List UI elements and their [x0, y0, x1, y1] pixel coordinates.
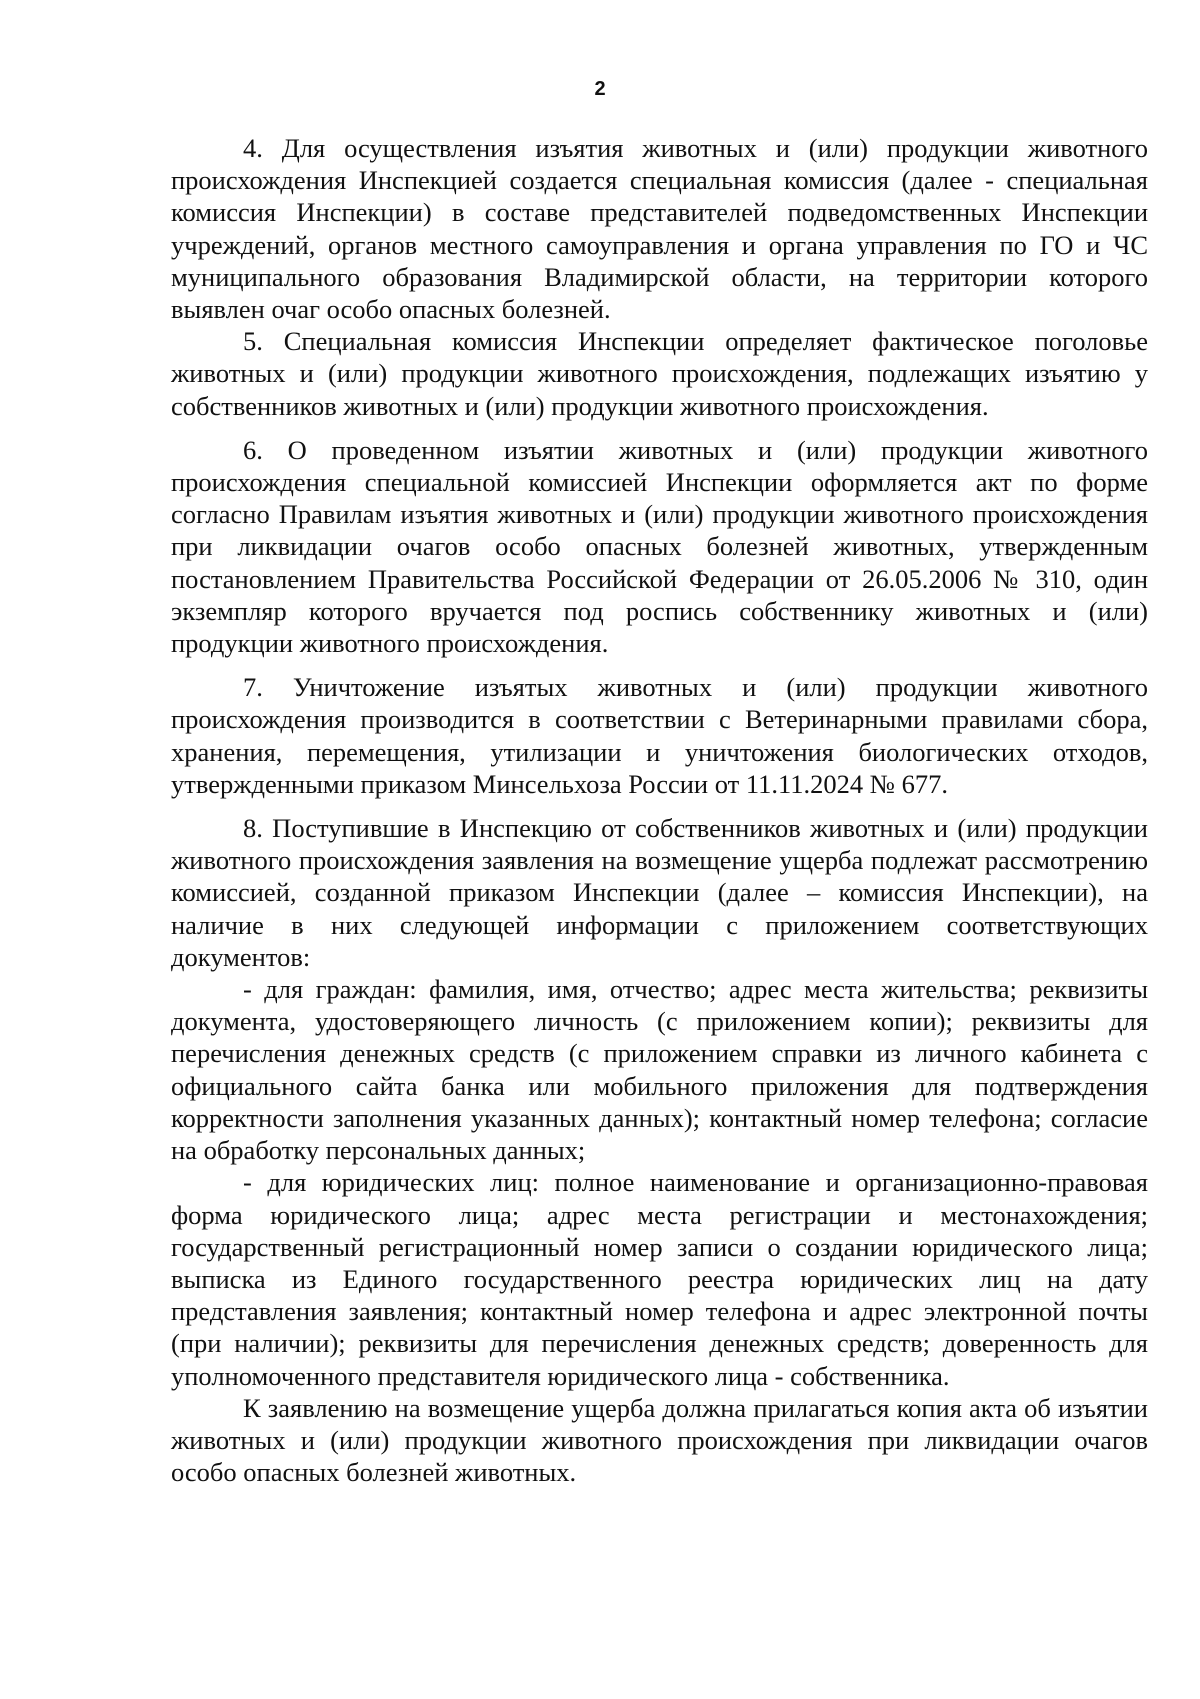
paragraph-8-citizens-item: - для граждан: фамилия, имя, отчество; адрес места жительства; реквизиты документа, удостоверяющего личность (с приложением копии); реквизиты для перечисления денежных средств (с приложением справки из личного кабинета с официального сайта банка или мобильного приложения для подтверждения корректности заполнения указанных данных); контактный номер телефона; согласие на обработку персональных данных; [171, 974, 1148, 1166]
paragraph-7: 7. Уничтожение изъятых животных и (или) продукции животного происхождения производится в соответствии с Ветеринарными правилами сбора, хранения, перемещения, утилизации и уничтожения биологических отходов, утвержденными приказом Минсельхоза России от 11.11.2024 № 677. [171, 672, 1148, 799]
document-body [171, 132, 1148, 1488]
paragraph-8-legal-entities-item: - для юридических лиц: полное наименование и организационно-правовая форма юридического лица; адрес места регистрации и местонахождения; государственный регистрационный номер записи о создании юридического лица; выписка из Единого государственного реестра юридических лиц на дату представления заявления; контактный номер телефона и адрес электронной почты (при наличии); реквизиты для перечисления денежных средств; доверенность для уполномоченного представителя юридического лица - собственника. [171, 1167, 1148, 1391]
paragraph-8: 8. Поступившие в Инспекцию от собственников животных и (или) продукции животного происхождения заявления на возмещение ущерба подлежат рассмотрению комиссией, созданной приказом Инспекции (далее – комиссия Инспекции), на наличие в них следующей информации с приложением соответствующих документов: [171, 813, 1148, 972]
paragraph-5: 5. Специальная комиссия Инспекции определяет фактическое поголовье животных и (или) продукции животного происхождения, подлежащих изъятию у собственников животных и (или) продукции животного происхождения. [171, 326, 1148, 421]
paragraph-final: К заявлению на возмещение ущерба должна прилагаться копия акта об изъятии животных и (или) продукции животного происхождения при ликвидации очагов особо опасных болезней животных. [171, 1392, 1148, 1488]
paragraph-4: 4. Для осуществления изъятия животных и (или) продукции животного происхождения Инспекцией создается специальная комиссия (далее - специальная комиссия Инспекции) в составе представителей подведомственных Инспекции учреждений, органов местного самоуправления и органа управления по ГО и ЧС муниципального образования Владимирской области, на территории которого выявлен очаг особо опасных болезней. [171, 133, 1148, 325]
paragraph-6: 6. О проведенном изъятии животных и (или) продукции животного происхождения специальной комиссией Инспекции оформляется акт по форме согласно Правилам изъятия животных и (или) продукции животного происхождения при ликвидации очагов особо опасных болезней животных, утвержденным постановлением Правительства Российской Федерации от 26.05.2006 № 310, один экземпляр которого вручается под роспись собственнику животных и (или) продукции животного происхождения. [171, 434, 1148, 659]
page-number: 2 [594, 78, 606, 100]
